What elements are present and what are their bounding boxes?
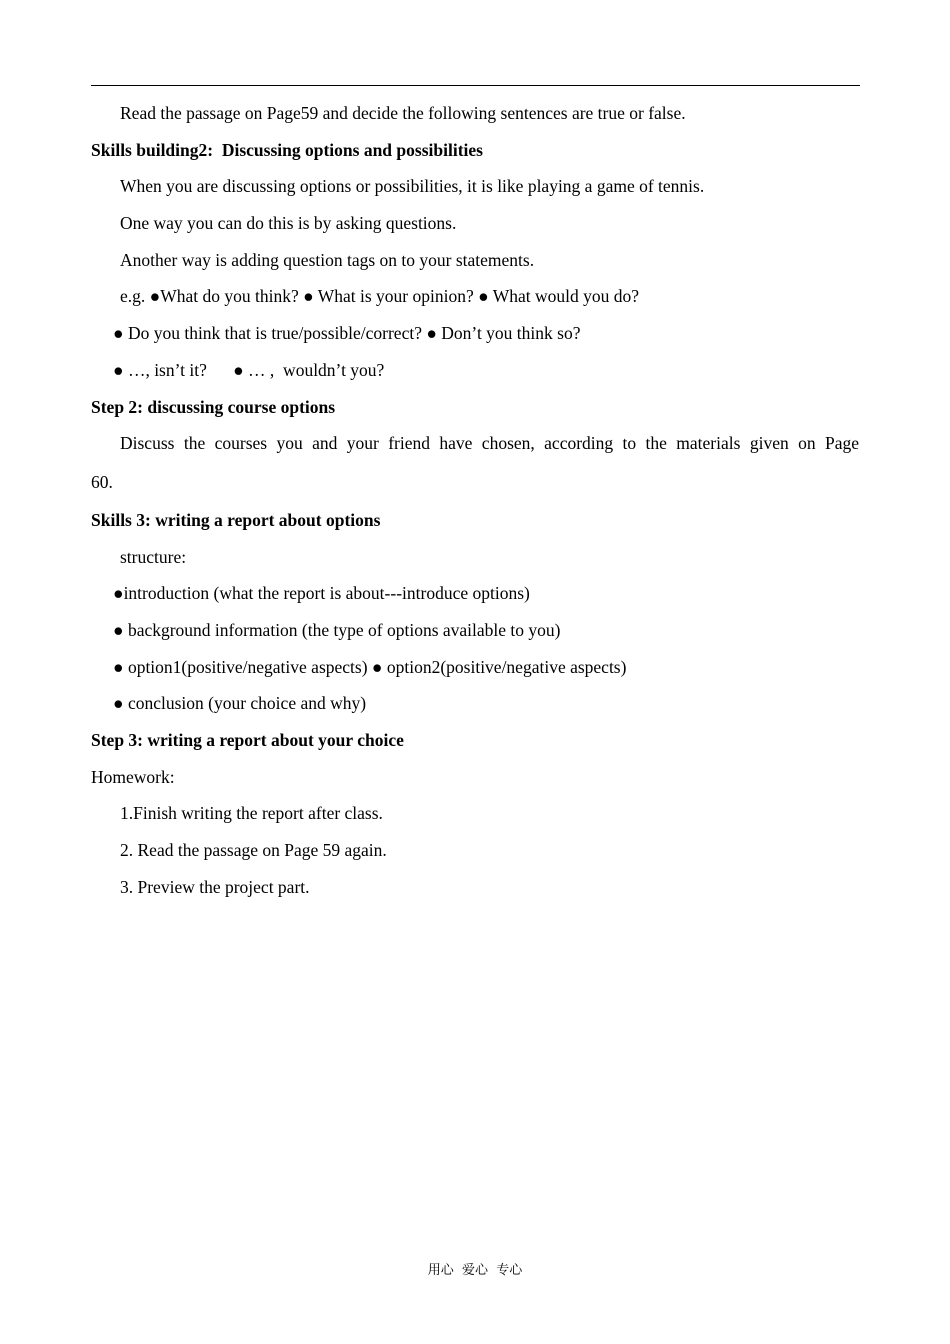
step2-paragraph-line-2: 60. <box>91 471 113 492</box>
structure-item: ● conclusion (your choice and why) <box>113 693 367 714</box>
structure-label: structure: <box>120 546 187 567</box>
examples-line-1: e.g. ●What do you think? ● What is your opinion? ● What would you do? <box>120 286 640 307</box>
homework-item: 2. Read the passage on Page 59 again. <box>120 840 387 861</box>
header-rule <box>91 85 860 86</box>
examples-line-2: ● Do you think that is true/possible/correct? ● Don’t you think so? <box>113 323 581 344</box>
step2-paragraph-line-1: Discuss the courses you and your friend have chosen, according to the materials given on Page <box>120 433 859 454</box>
homework-item: 3. Preview the project part. <box>120 876 310 897</box>
skills2-paragraph-1: When you are discussing options or possibilities, it is like playing a game of tennis. <box>120 176 705 197</box>
step3-heading: Step 3: writing a report about your choice <box>91 730 404 750</box>
step2-heading: Step 2: discussing course options <box>91 396 336 417</box>
page-footer: 用心 爱心 专心 <box>427 1263 523 1278</box>
examples-line-3: ● …, isn’t it? ● … , wouldn’t you? <box>113 359 385 380</box>
homework-label: Homework: <box>91 766 175 787</box>
structure-item: ●introduction (what the report is about---introduce options) <box>113 583 530 604</box>
homework-item: 1.Finish writing the report after class. <box>120 803 383 824</box>
skills2-paragraph-3: Another way is adding question tags on to your statements. <box>120 249 535 270</box>
skills2-heading: Skills building2: Discussing options and possibilities <box>91 139 483 160</box>
intro-paragraph: Read the passage on Page59 and decide the following sentences are true or false. <box>120 103 686 123</box>
document-body <box>91 95 859 905</box>
structure-item: ● background information (the type of options available to you) <box>113 619 561 640</box>
structure-item: ● option1(positive/negative aspects) ● option2(positive/negative aspects) <box>113 656 627 677</box>
skills3-heading: Skills 3: writing a report about options <box>91 509 381 530</box>
skills2-paragraph-2: One way you can do this is by asking questions. <box>120 213 457 234</box>
